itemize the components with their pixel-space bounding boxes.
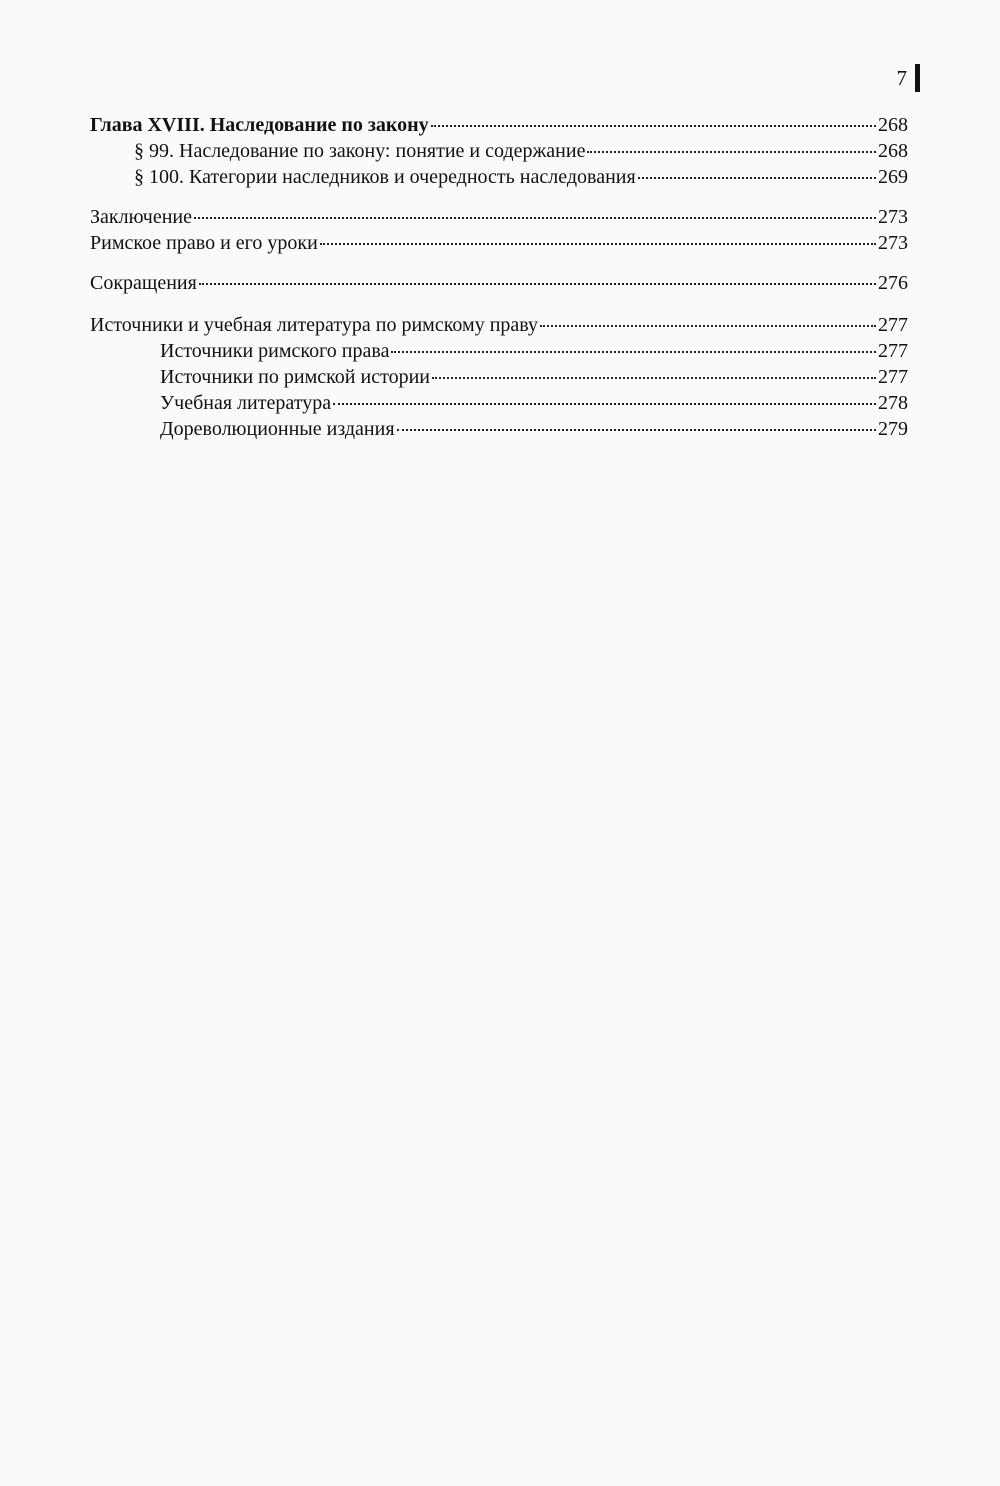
dot-leader — [199, 283, 876, 285]
dot-leader — [431, 125, 876, 127]
dot-leader — [391, 351, 876, 353]
toc-entry-page: 277 — [878, 314, 908, 336]
toc-entry-title: Учебная литература — [160, 392, 332, 414]
toc-entry-page: 269 — [878, 166, 908, 188]
toc-entry-title: Источники римского права — [160, 340, 390, 362]
toc-entry-title: Дореволюционные издания — [160, 418, 395, 440]
toc-entry-roman-law-lessons[interactable] — [90, 230, 908, 256]
toc-entry-title: § 100. Категории наследников и очередность наследования — [134, 166, 636, 188]
toc-entry-page: 273 — [878, 206, 908, 228]
toc-entry-chapter-18[interactable] — [90, 112, 908, 138]
toc-entry-title: § 99. Наследование по закону: понятие и содержание — [134, 140, 586, 162]
dot-leader — [194, 217, 876, 219]
toc-entry-page: 277 — [878, 340, 908, 362]
toc-entry-prerevolutionary-editions[interactable] — [90, 416, 908, 442]
table-of-contents — [90, 112, 908, 442]
toc-entry-title: Источники по римской истории — [160, 366, 430, 388]
dot-leader — [333, 403, 876, 405]
toc-entry-page: 273 — [878, 232, 908, 254]
toc-entry-section-99[interactable] — [90, 138, 908, 164]
toc-entry-roman-law-sources[interactable] — [90, 338, 908, 364]
toc-entry-sources-and-literature[interactable] — [90, 312, 908, 338]
toc-entry-page: 268 — [878, 140, 908, 162]
toc-entry-title: Сокращения — [90, 272, 197, 294]
toc-entry-page: 277 — [878, 366, 908, 388]
toc-entry-title: Заключение — [90, 206, 192, 228]
toc-entry-title: Римское право и его уроки — [90, 232, 318, 254]
toc-entry-abbreviations[interactable] — [90, 270, 908, 296]
page-number: 7 — [896, 66, 907, 90]
page-header — [897, 64, 921, 92]
toc-entry-conclusion[interactable] — [90, 204, 908, 230]
page-marker-bar — [915, 64, 920, 92]
toc-entry-section-100[interactable] — [90, 164, 908, 190]
toc-entry-title: Источники и учебная литература по римскому праву — [90, 314, 539, 336]
toc-entry-textbooks[interactable] — [90, 390, 908, 416]
dot-leader — [540, 325, 876, 327]
toc-entry-page: 279 — [878, 418, 908, 440]
dot-leader — [638, 177, 876, 179]
toc-entry-page: 268 — [878, 114, 908, 136]
dot-leader — [320, 243, 876, 245]
dot-leader — [432, 377, 876, 379]
toc-entry-page: 278 — [878, 392, 908, 414]
toc-entry-page: 276 — [878, 272, 908, 294]
dot-leader — [397, 429, 876, 431]
toc-entry-title: Глава XVIII. Наследование по закону — [90, 114, 429, 136]
dot-leader — [587, 151, 876, 153]
toc-entry-roman-history-sources[interactable] — [90, 364, 908, 390]
